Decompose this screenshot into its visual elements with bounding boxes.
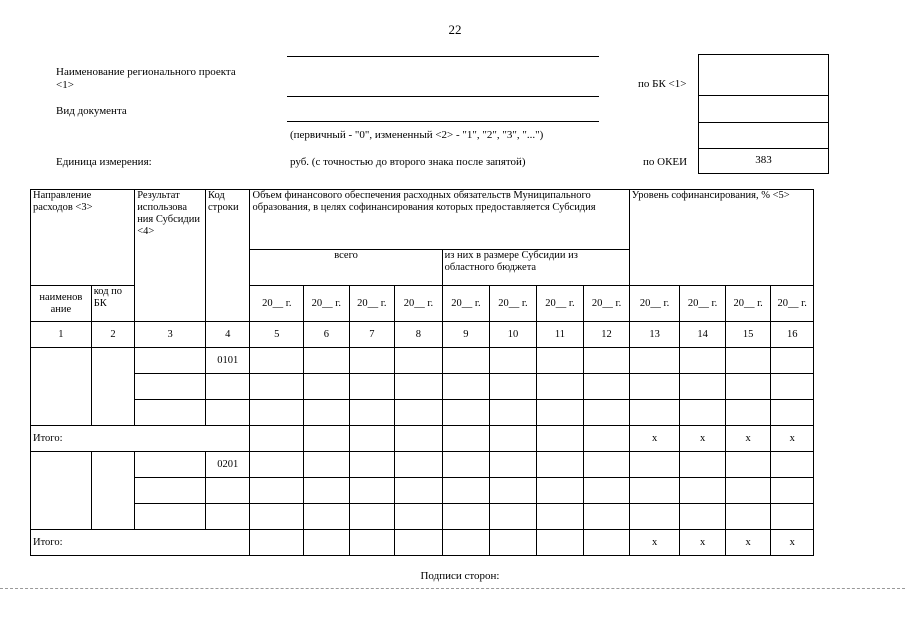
header-code: Код строки	[205, 190, 250, 322]
column-numbers-row	[31, 322, 814, 348]
project-label: Наименование регионального проекта <1>	[56, 66, 236, 91]
col-number: 15	[725, 322, 771, 348]
header-direction: Направление расходов <3>	[31, 190, 135, 286]
year-cell: 20__ г.	[536, 286, 584, 322]
table-row	[31, 374, 814, 400]
unit-value: руб. (с точностью до второго знака после запятой)	[290, 156, 526, 168]
doc-type-label: Вид документа	[56, 105, 127, 117]
doc-type-field-line	[287, 121, 599, 122]
header-result: Результат использова ния Субсидии <4>	[135, 190, 206, 322]
subsidy-table	[30, 189, 814, 556]
total-row	[31, 426, 814, 452]
year-cell: 20__ г.	[680, 286, 726, 322]
col-number: 8	[395, 322, 443, 348]
x-mark: x	[629, 426, 680, 452]
header-total: всего	[250, 250, 442, 286]
header-name: наименов ание	[31, 286, 92, 322]
col-number: 9	[442, 322, 490, 348]
row-code: 0101	[205, 348, 250, 374]
page-divider	[0, 588, 905, 589]
col-number: 4	[205, 322, 250, 348]
year-cell: 20__ г.	[250, 286, 304, 322]
table-row	[31, 348, 814, 374]
col-number: 13	[629, 322, 680, 348]
col-number: 16	[771, 322, 814, 348]
col-number: 7	[349, 322, 395, 348]
okei-label: по ОКЕИ	[643, 156, 688, 168]
x-mark: x	[629, 530, 680, 556]
col-number: 1	[31, 322, 92, 348]
x-mark: x	[680, 530, 726, 556]
code-box	[698, 54, 829, 174]
x-mark: x	[680, 426, 726, 452]
project-field-line-2	[287, 96, 599, 97]
page-number: 22	[448, 22, 462, 37]
table-row	[31, 504, 814, 530]
year-cell: 20__ г.	[442, 286, 490, 322]
year-cell: 20__ г.	[771, 286, 814, 322]
header-level: Уровень софинансирования, % <5>	[629, 190, 813, 286]
col-number: 3	[135, 322, 206, 348]
total-row	[31, 530, 814, 556]
total-label: Итого:	[31, 426, 250, 452]
x-mark: x	[771, 426, 814, 452]
year-cell: 20__ г.	[725, 286, 771, 322]
x-mark: x	[771, 530, 814, 556]
col-number: 6	[304, 322, 350, 348]
project-field-line	[287, 56, 599, 57]
doc-type-hint: (первичный - "0", измененный <2> - "1", "2", "3", "...")	[290, 129, 544, 141]
col-number: 14	[680, 322, 726, 348]
year-cell: 20__ г.	[395, 286, 443, 322]
table-row	[31, 400, 814, 426]
year-cell: 20__ г.	[629, 286, 680, 322]
col-number: 5	[250, 322, 304, 348]
year-cell: 20__ г.	[584, 286, 630, 322]
bk-label: по БК <1>	[638, 78, 687, 90]
col-number: 2	[91, 322, 135, 348]
col-number: 11	[536, 322, 584, 348]
x-mark: x	[725, 426, 771, 452]
okei-value: 383	[755, 154, 772, 166]
year-cell: 20__ г.	[349, 286, 395, 322]
header-bk-code: код по БК	[91, 286, 135, 322]
header-regional: из них в размере Субсидии из областного бюджета	[442, 250, 629, 286]
header-volume: Объем финансового обеспечения расходных обязательств Муниципального образования, в целях софинансирования которых предоставляется Субсидия	[250, 190, 629, 250]
x-mark: x	[725, 530, 771, 556]
unit-label: Единица измерения:	[56, 156, 152, 168]
signatures-label: Подписи сторон:	[420, 570, 500, 582]
table-row	[31, 478, 814, 504]
col-number: 10	[490, 322, 537, 348]
table-row	[31, 452, 814, 478]
total-label: Итого:	[31, 530, 250, 556]
row-code: 0201	[205, 452, 250, 478]
year-cell: 20__ г.	[490, 286, 537, 322]
col-number: 12	[584, 322, 630, 348]
year-cell: 20__ г.	[304, 286, 350, 322]
